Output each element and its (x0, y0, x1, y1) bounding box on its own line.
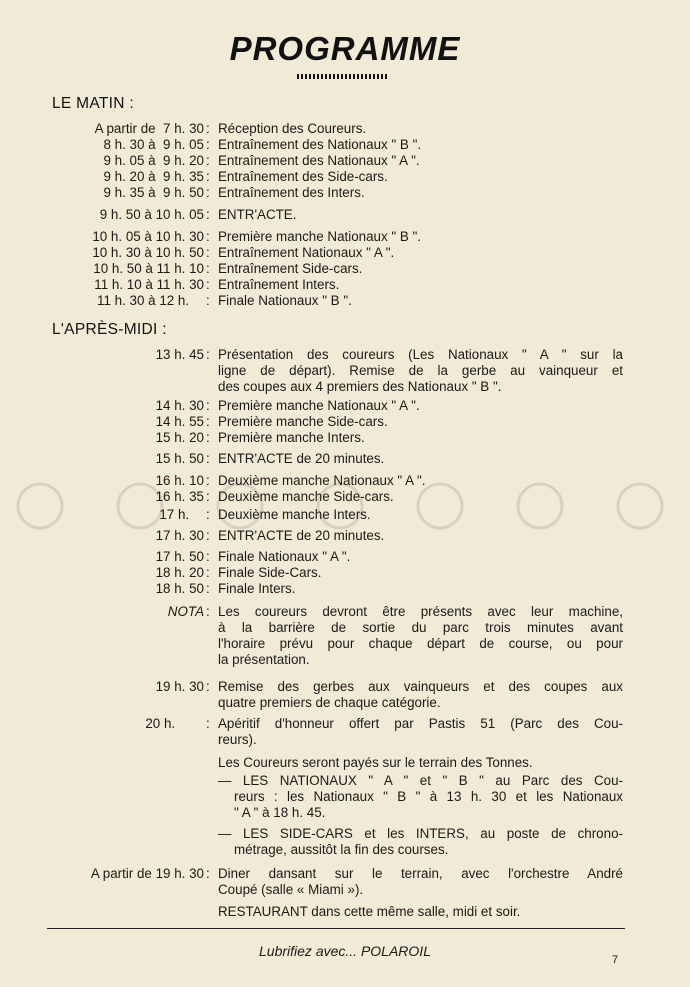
schedule-time: 9 h. 35 à 9 h. 50 (103, 185, 204, 200)
schedule-time: 15 h. 50 (155, 451, 204, 466)
section-apresmidi-label: L'APRÈS-MIDI : (52, 321, 167, 338)
schedule-text: des coupes aux 4 premiers des Nationaux " B ". (218, 379, 502, 394)
schedule-text: Entraînement des Side-cars. (218, 169, 388, 184)
payment-item: " A " à 18 h. 45. (234, 805, 326, 820)
schedule-time: 11 h. 10 à 11 h. 30 (94, 277, 204, 292)
schedule-time: A partir de 19 h. 30 (90, 866, 204, 881)
restaurant-text: RESTAURANT dans cette même salle, midi et soir. (218, 904, 521, 919)
schedule-time: 14 h. 30 (155, 398, 204, 413)
payment-item: — LES NATIONAUX " A " et " B " au Parc des Cou- (218, 773, 623, 788)
schedule-text: Finale Nationaux " A ". (218, 549, 351, 564)
schedule-time: 11 h. 30 à 12 h. (97, 293, 204, 308)
payment-item: reurs : les Nationaux " B " à 13 h. 30 et les Nationaux (234, 789, 623, 804)
schedule-time: 18 h. 50 (155, 581, 204, 596)
schedule-text: Entraînement Side-cars. (218, 261, 363, 276)
schedule-text: Entraînement des Inters. (218, 185, 365, 200)
section-matin-label: LE MATIN : (52, 95, 134, 112)
payment-item: métrage, aussitôt la fin des courses. (234, 842, 449, 857)
schedule-text: Deuxième manche Side-cars. (218, 489, 394, 504)
schedule-text: Première manche Nationaux " A ". (218, 398, 420, 413)
schedule-text: Première manche Side-cars. (218, 414, 388, 429)
schedule-text: Réception des Coureurs. (218, 121, 367, 136)
footer-slogan: Lubrifiez avec... POLAROIL (259, 943, 431, 959)
page-title: PROGRAMME (229, 30, 461, 67)
schedule-time: 15 h. 20 (155, 430, 204, 445)
schedule-time: 10 h. 30 à 10 h. 50 (92, 245, 204, 260)
schedule-time: 17 h. (159, 507, 204, 522)
footer-divider (47, 928, 625, 929)
nota-text: Les coureurs devront être présents avec leur machine, (218, 604, 623, 619)
schedule-text: Première manche Nationaux " B ". (218, 229, 422, 244)
schedule-text: Deuxième manche Nationaux " A ". (218, 473, 426, 488)
payment-intro: Les Coureurs seront payés sur le terrain des Tonnes. (218, 755, 533, 770)
nota-text: la présentation. (218, 652, 310, 667)
schedule-text: Entraînement des Nationaux " B ". (218, 137, 422, 152)
schedule-time: A partir de 7 h. 30 (94, 121, 204, 136)
nota-text: à la barrière de sortie du parc trois minutes avant (218, 620, 623, 635)
schedule-text: Entraînement Nationaux " A ". (218, 245, 395, 260)
schedule-time: 20 h. (145, 716, 190, 731)
schedule-time: 9 h. 20 à 9 h. 35 (103, 169, 204, 184)
nota-label: NOTA (167, 604, 204, 619)
schedule-text: quatre premiers de chaque catégorie. (218, 695, 441, 710)
schedule-text: Finale Nationaux " B ". (218, 293, 352, 308)
payment-item: — LES SIDE-CARS et les INTERS, au poste de chrono- (218, 826, 623, 841)
schedule-text: Finale Side-Cars. (218, 565, 322, 580)
schedule-time: 17 h. 50 (155, 549, 204, 564)
schedule-text: Apéritif d'honneur offert par Pastis 51 (Parc des Cou- (218, 716, 623, 731)
schedule-text: ENTR'ACTE de 20 minutes. (218, 451, 385, 466)
schedule-time: 10 h. 50 à 11 h. 10 (93, 261, 204, 276)
nota-text: l'horaire prévu pour chaque départ de course, ou pour (218, 636, 623, 651)
payment-block (218, 755, 623, 858)
title-underline (297, 74, 389, 79)
schedule-time: 18 h. 20 (155, 565, 204, 580)
schedule-time: 14 h. 55 (155, 414, 204, 429)
schedule-text: Remise des gerbes aux vainqueurs et des coupes aux (218, 679, 623, 694)
page-number: 7 (612, 954, 619, 966)
schedule-text: Deuxième manche Inters. (218, 507, 371, 522)
schedule-text: ligne de départ). Remise de la gerbe au vainqueur et (218, 363, 623, 378)
schedule-time: 16 h. 35 (155, 489, 204, 504)
schedule-text: Première manche Inters. (218, 430, 365, 445)
schedule-time: 8 h. 30 à 9 h. 05 (103, 137, 204, 152)
schedule-text: Coupé (salle « Miami »). (218, 882, 364, 897)
page: PROGRAMME LE MATIN : A partir de 7 h. 30 : Réception des Coureurs. 8 h. 30 à 9 h. 05 : Entraînement des Nationaux " B ". 9 h. 05 à 9 h. 20 : Entraînement des Nationaux " A ". 9 h. 20 à 9 h. 35 : Entraînement des Side-cars. 9 h. 35 à 9 h. 50 : Entraînement des Inters. 9 h. 50 à 10 h. 05 : ENTR'ACTE. 10 h. 05 à 10 h. 30 : Première manche Nationaux " B ". 10 h. 30 à 10 h. 50 : Entraînement Nationaux " A ". 10 h. 50 à 11 h. 10 : Entraînement Side-cars. 11 h. 10 à 11 h. 30 : Entraînement Inters. 11 h. 30 à 12 h. : Finale Nationaux " B ". L'APRÈS-MIDI : 13 h. 45 : Présentation des coureurs (Les Nationaux " A " sur la ligne de départ). Remise de la gerbe au vainqueur et des coupes aux 4 premiers des Nationaux " B ". 14 h. 30 : Première manche Nationaux " A ". 14 h. 55 : Première manche Side-cars. 15 h. 20 : Première manche Inters. 15 h. 50 : ENTR'ACTE de 20 minutes. 16 h. 10 : Deuxième manche Nationaux " A ". 16 h. 35 : Deuxième manche Side-cars. 17 h. : Deuxième manche Inters. 17 h. 30 : ENTR'ACTE de 20 minutes. 17 h. 50 : Finale Nationaux " A ". 18 h. 20 : Finale Side-Cars. 18 h. 50 : Finale Inters. NOTA : Les coureurs devront être présents avec leur machine, à la barrière de sortie du parc trois minutes avant l'horaire prévu pour chaque départ de course, ou pour la présentation. 19 h. 30 : Remise des gerbes aux vainqueurs et des coupes aux quatre premiers de chaque catégorie. 20 h. : Apéritif d'honneur offert par Pastis 51 (Parc des Cou- reurs). Les Coureurs seront payés sur le terrain des Tonnes. — LES NATIONAUX " A " et " B " au Parc des Cou- reurs : les Nationaux " B " à 13 h. 30 et les Nationaux " A " à 18 h. 45. — LES SIDE-CARS et les INTERS, au poste de chrono- métrage, aussitôt la fin des courses. A partir de 19 h. 30 : Diner dansant sur le terrain, avec l'orchestre André Coupé (salle « Miami »). RESTAURANT dans cette même salle, midi et soir. Lubrifiez avec... POLAROIL 7 (0, 0, 690, 987)
schedule-time: 13 h. 45 (155, 347, 204, 362)
schedule-text: Entraînement des Nationaux " A ". (218, 153, 420, 168)
schedule-time: 16 h. 10 (155, 473, 204, 488)
schedule-time: 9 h. 05 à 9 h. 20 (103, 153, 204, 168)
schedule-time: 9 h. 50 à 10 h. 05 (99, 207, 204, 222)
schedule-text: ENTR'ACTE. (218, 207, 297, 222)
schedule-text: Finale Inters. (218, 581, 296, 596)
schedule-text: Entraînement Inters. (218, 277, 340, 292)
schedule-text: reurs). (218, 732, 257, 747)
schedule-time: 19 h. 30 (155, 679, 204, 694)
schedule-time: 17 h. 30 (155, 528, 204, 543)
schedule-text: Diner dansant sur le terrain, avec l'orchestre André (218, 866, 623, 881)
schedule-time: 10 h. 05 à 10 h. 30 (92, 229, 204, 244)
schedule-text: Présentation des coureurs (Les Nationaux " A " sur la (218, 347, 623, 362)
schedule-text: ENTR'ACTE de 20 minutes. (218, 528, 385, 543)
